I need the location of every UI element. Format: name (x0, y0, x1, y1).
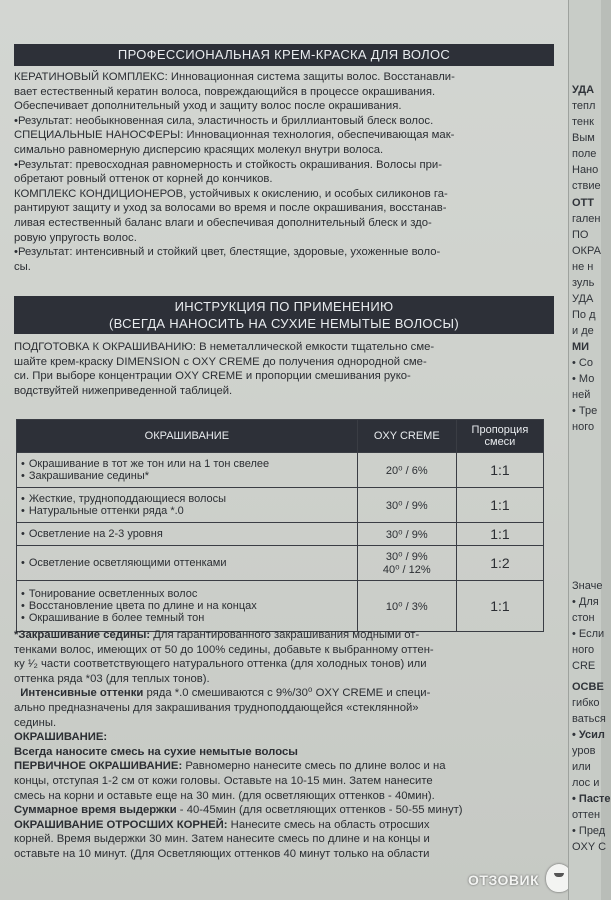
intro-line: •Результат: превосходная равномерность и стойкость окрашивания. Волосы при- (14, 158, 442, 171)
adjacent-text-fragment: ПО (572, 229, 589, 241)
coloring-type-cell (17, 523, 358, 546)
adjacent-text-fragment: • Усил (572, 729, 605, 741)
coloring-item: • Восстановление цвета по длине и на концах (21, 600, 353, 612)
oxy-value: 20⁰ / 6% (385, 464, 428, 477)
adjacent-text-fragment: • Пред (572, 825, 606, 837)
adjacent-text-fragment: • Для (572, 596, 599, 608)
adjacent-text-fragment: гибко (572, 697, 600, 709)
oxy-value: 10⁰ / 3% (385, 600, 428, 613)
oxy-creme-cell (357, 488, 456, 523)
coloring-header: ОКРАШИВАНИЕ: (14, 731, 108, 744)
intro-section (14, 70, 558, 274)
table-row (17, 488, 544, 523)
adjacent-text-fragment: Значе (572, 580, 603, 592)
adjacent-text-fragment: ствие (572, 180, 601, 192)
intro-line: ровую упругость волос. (14, 231, 137, 244)
header-coloring: ОКРАШИВАНИЕ (17, 420, 358, 453)
primary-coloring: ПЕРВИЧНОЕ ОКРАШИВАНИЕ: Равномерно нанесите смесь по длине волос и на (14, 760, 446, 773)
header-proportion: Пропорция смеси (456, 420, 543, 453)
intro-line: •Результат: необыкновенная сила, эластичность и бриллиантовый блеск волос. (14, 114, 434, 127)
preparation-line: ПОДГОТОВКА К ОКРАШИВАНИЮ: В неметаллической емкости тщательно сме- (14, 341, 435, 353)
adjacent-text-fragment: или (572, 761, 591, 773)
adjacent-page-column (568, 0, 611, 900)
adjacent-text-fragment: ней (572, 389, 591, 401)
roots-coloring: ОКРАШИВАНИЕ ОТРОСШИХ КОРНЕЙ: Нанесите смесь на область отросших (14, 818, 430, 831)
adjacent-text-fragment: ного (572, 644, 595, 656)
notes-section: *Закрашивание седины: Для гарантированного закрашивания модными от- тенками волос, имеющих от 50 до 100% седины, добавьте к выбранному оттен- ку ¹⁄₂ части соответствующего натурального оттенка (для холодных тонов) или оттенка ряда *03 (для теплых тонов). Интенсивные оттенки ряда *.0 смешиваются с 9%/30⁰ OXY CREME и специ- ально предназначены для закрашивания трудноподдающейся «стеклянной» седины. ОКРАШИВАНИЕ: Всегда наносите смесь на сухие немытые волосы ПЕРВИЧНОЕ ОКРАШИВАНИЕ: Равномерно нанесите смесь по длине волос и на концы, отступая 1-2 см от кожи головы. Оставьте на 10-15 мин. Затем нанесите смесь на корни и оставьте еще на 30 мин. (для осветляющих оттенков - 40мин). Суммарное время выдержки - 40-45мин (для осветляющих оттенков - 50-55 минут) ОКРАШИВАНИЕ ОТРОСШИХ КОРНЕЙ: Нанесите смесь на область отросших корней. Время выдержки 30 мин. Затем нанесите смесь по длине и на концы и оставьте на 10 минут. (Для Осветляющих оттенков 40 минут только на области (14, 628, 558, 862)
always-apply-note: Всегда наносите смесь на сухие немытые волосы (14, 745, 298, 758)
ratio-cell: 1:1 (456, 453, 543, 488)
intense-shades-note: Интенсивные оттенки ряда *.0 смешиваются с 9%/30⁰ OXY CREME и специ- (20, 687, 431, 700)
oxy-creme-cell (357, 453, 456, 488)
adjacent-text-fragment: тепл (572, 100, 596, 112)
instructions-subtitle: (ВСЕГДА НАНОСИТЬ НА СУХИЕ НЕМЫТЫЕ ВОЛОСЫ) (109, 316, 459, 331)
intro-line: Обеспечивает дополнительный уход и защиту волос после окрашивания. (14, 100, 402, 113)
instructions-title: ИНСТРУКЦИЯ ПО ПРИМЕНЕНИЮ (174, 299, 394, 314)
adjacent-text-fragment: стон (572, 612, 595, 624)
adjacent-text-fragment: • Со (572, 357, 593, 369)
oxy-creme-cell (357, 581, 456, 632)
ratio-cell: 1:1 (456, 581, 543, 632)
adjacent-text-fragment: • Пасте (572, 793, 611, 805)
adjacent-text-fragment: ОСВЕ (572, 681, 604, 693)
preparation-line: шайте крем-краску DIMENSION с OXY CREME до получения однородной сме- (14, 355, 427, 368)
adjacent-text-fragment: зуль (572, 277, 595, 289)
oxy-value: 30⁰ / 9% (385, 499, 428, 512)
adjacent-text-fragment: МИ (572, 341, 590, 353)
table-row (17, 453, 544, 488)
adjacent-text-fragment: уров (572, 745, 596, 757)
oxy-value: 30⁰ / 9% (385, 551, 428, 563)
adjacent-text-fragment: CRE (572, 660, 596, 672)
coloring-item: • Окрашивание в более темный тон (21, 612, 353, 624)
preparation-line: водствуйтей нижеприведенной таблицей. (14, 384, 233, 397)
intro-line: СПЕЦИАЛЬНЫЕ НАНОСФЕРЫ: Инновационная технология, обеспечивающая мак- (14, 129, 455, 142)
adjacent-text-fragment: УДА (572, 293, 594, 305)
total-time: Суммарное время выдержки - 40-45мин (для осветляющих оттенков - 50-55 минут) (14, 804, 463, 817)
adjacent-text-fragment: поле (572, 148, 597, 160)
coloring-type-cell (17, 546, 358, 581)
mixing-table (16, 419, 544, 632)
adjacent-text-fragment: гален (572, 213, 601, 225)
coloring-item: • Осветление осветляющими оттенками (21, 557, 353, 569)
adjacent-text-fragment: ваться (572, 713, 606, 725)
adjacent-text-fragment: не н (572, 261, 594, 273)
intro-line: симально равномерную дисперсию красящих молекул внутри волоса. (14, 143, 384, 156)
adjacent-text-fragment: По д (572, 309, 596, 321)
intro-line: сы. (14, 260, 31, 273)
ratio-cell: 1:1 (456, 523, 543, 546)
preparation-section (14, 340, 558, 398)
coloring-item: • Натуральные оттенки ряда *.0 (21, 505, 353, 517)
coloring-item: • Окрашивание в тот же тон или на 1 тон свелее (21, 458, 353, 470)
intro-line: •Результат: интенсивный и стойкий цвет, блестящие, здоровые, ухоженные воло- (14, 246, 441, 259)
adjacent-text-fragment: • Тре (572, 405, 598, 417)
coloring-type-cell (17, 581, 358, 632)
adjacent-text-fragment: и де (572, 325, 594, 337)
oxy-creme-cell (357, 546, 456, 581)
product-title-banner: ПРОФЕССИОНАЛЬНАЯ КРЕМ-КРАСКА ДЛЯ ВОЛОС (14, 44, 554, 66)
intro-line: ливая естественный баланс влаги и обеспечивая дополнительный блеск и здо- (14, 216, 432, 229)
adjacent-text-fragment: оттен (572, 809, 601, 821)
preparation-line: си. При выборе концентрации OXY CREME и пропорции смешивания руко- (14, 370, 411, 383)
adjacent-text-fragment: • Мо (572, 373, 595, 385)
adjacent-text-fragment: ного (572, 421, 595, 433)
adjacent-text-fragment: тенк (572, 116, 594, 128)
ratio-cell: 1:1 (456, 488, 543, 523)
ratio-cell: 1:2 (456, 546, 543, 581)
table-row (17, 581, 544, 632)
coloring-item: • Тонирование осветленных волос (21, 588, 353, 600)
coloring-item: • Осветление на 2-3 уровня (21, 528, 353, 540)
adjacent-text-fragment: ОКРА (572, 245, 601, 257)
intro-line: рантируют защиту и уход за волосами во время и после окрашивания, восстанав- (14, 202, 447, 215)
adjacent-text-fragment: УДА (572, 84, 595, 96)
coloring-item: • Жесткие, трудноподдающиеся волосы (21, 493, 353, 505)
intro-line: вает естественный кератин волоса, повреждающийся в процессе окрашивания. (14, 85, 436, 98)
oxy-creme-cell (357, 523, 456, 546)
coloring-item: • Закрашивание седины* (21, 470, 353, 482)
oxy-value: 30⁰ / 9% (385, 528, 428, 541)
coloring-type-cell (17, 488, 358, 523)
intro-line: КОМПЛЕКС КОНДИЦИОНЕРОВ, устойчивых к окислению, и особых силиконов га- (14, 187, 448, 200)
table-row (17, 523, 544, 546)
instructions-banner (14, 296, 554, 334)
adjacent-text-fragment: ОТТ (572, 197, 594, 209)
adjacent-text-fragment: лос и (572, 777, 600, 789)
adjacent-text-fragment: Нано (572, 164, 599, 176)
adjacent-text-fragment: OXY C (572, 841, 607, 853)
coloring-type-cell (17, 453, 358, 488)
intro-line: обретают ровный оттенок от корней до кончиков. (14, 173, 273, 186)
adjacent-text-fragment: Вым (572, 132, 595, 144)
header-oxy-creme: OXY CREME (357, 420, 456, 453)
grey-coverage-note: *Закрашивание седины: Для гарантированного закрашивания модными от- (14, 629, 420, 641)
oxy-value: 40⁰ / 12% (382, 564, 431, 576)
table-row (17, 546, 544, 581)
watermark-logo: ОТЗОВИК (468, 872, 540, 888)
adjacent-text-fragment: • Если (572, 628, 605, 640)
intro-line: КЕРАТИНОВЫЙ КОМПЛЕКС: Инновационная система защиты волос. Восстанавли- (14, 71, 455, 83)
